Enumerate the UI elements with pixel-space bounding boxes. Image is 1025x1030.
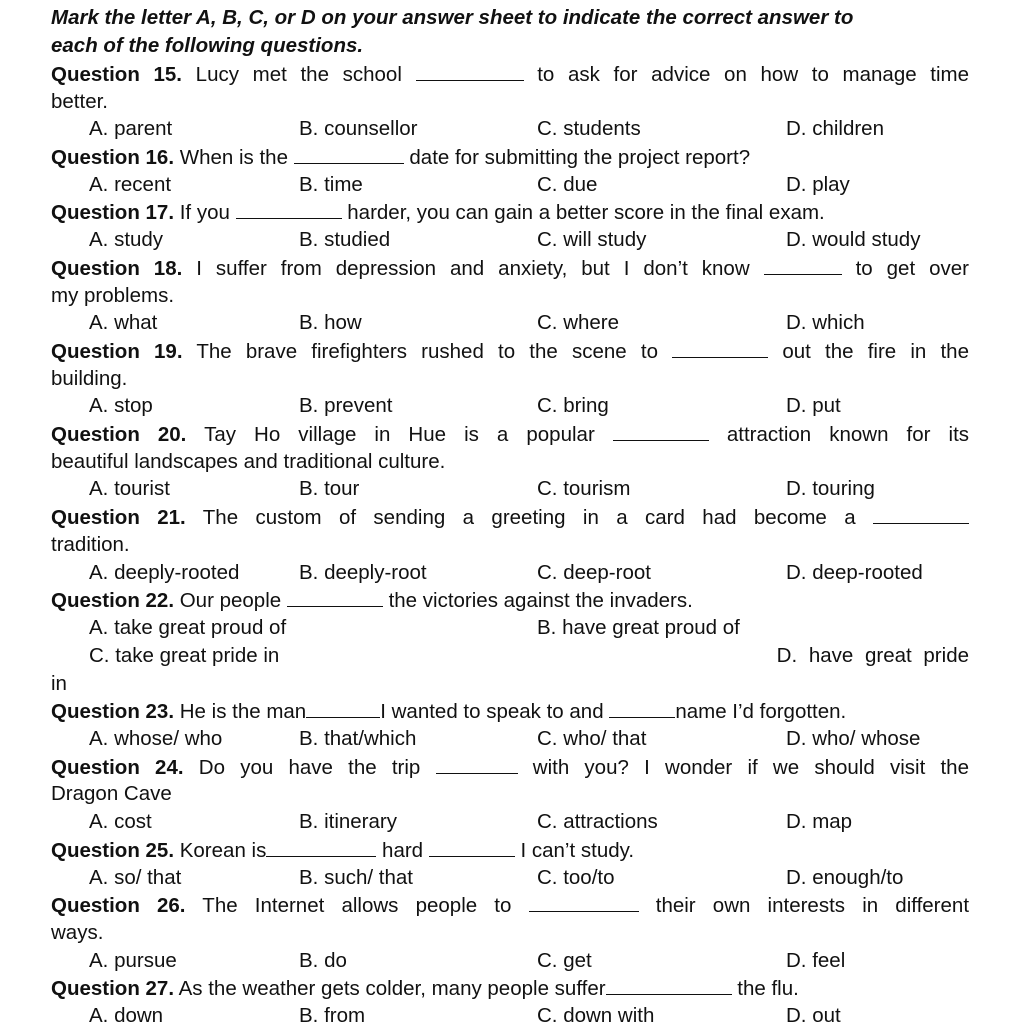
question-16-option-b: B. time: [299, 173, 363, 196]
question-26-option-c: C. get: [537, 949, 592, 972]
answer-blank: [294, 145, 404, 164]
question-19-option-a: A. stop: [89, 394, 153, 417]
question-17-stem: Question 17. If you harder, you can gain a better score in the final exam.: [51, 201, 825, 224]
question-25-option-c: C. too/to: [537, 866, 615, 889]
question-19-continuation: building.: [51, 367, 128, 390]
question-22-stem: Question 22. Our people the victories against the invaders.: [51, 589, 693, 612]
question-20-option-b: B. tour: [299, 477, 360, 500]
question-20-option-d: D. touring: [786, 477, 875, 500]
question-20-stem: Question 20. Tay Ho village in Hue is a popular attraction known for its: [51, 423, 970, 446]
question-17-option-c: C. will study: [537, 228, 647, 251]
question-26-option-d: D. feel: [786, 949, 846, 972]
question-16-option-c: C. due: [537, 173, 598, 196]
answer-blank: [672, 339, 768, 358]
question-16-option-d: D. play: [786, 173, 850, 196]
question-23-option-c: C. who/ that: [537, 727, 647, 750]
question-21-option-c: C. deep-root: [537, 561, 651, 584]
question-22-option-b: B. have great proud of: [537, 616, 740, 639]
question-22-continuation: in: [51, 672, 67, 695]
answer-blank: [306, 699, 380, 718]
question-15-option-c: C. students: [537, 117, 641, 140]
question-22-option-a: A. take great proud of: [89, 616, 287, 639]
question-27-option-d: D. out: [786, 1004, 841, 1027]
question-24-option-b: B. itinerary: [299, 810, 397, 833]
question-18-continuation: my problems.: [51, 284, 175, 307]
question-21-stem: Question 21. The custom of sending a greeting in a card had become a: [51, 505, 969, 530]
question-15-option-a: A. parent: [89, 117, 173, 140]
question-18-option-c: C. where: [537, 311, 620, 334]
answer-blank: [266, 838, 376, 857]
question-27-stem: Question 27. As the weather gets colder, many people suffer the flu.: [51, 977, 799, 1000]
question-24-continuation: Dragon Cave: [51, 782, 172, 805]
answer-blank: [764, 256, 842, 275]
instructions-line-2: each of the following questions.: [51, 34, 364, 57]
question-24-stem: Question 24. Do you have the trip with you? I wonder if we should visit the: [51, 756, 969, 779]
question-18-option-a: A. what: [89, 311, 158, 334]
question-27-option-c: C. down with: [537, 1004, 655, 1027]
question-26-continuation: ways.: [51, 921, 104, 944]
question-19-option-d: D. put: [786, 394, 841, 417]
question-21-option-a: A. deeply-rooted: [89, 561, 240, 584]
question-25-stem: Question 25. Korean is hard I can’t study.: [51, 839, 635, 862]
question-26-option-b: B. do: [299, 949, 347, 972]
question-18-stem: Question 18. I suffer from depression and anxiety, but I don’t know to get over: [51, 257, 969, 280]
question-15-option-d: D. children: [786, 117, 884, 140]
question-20-option-a: A. tourist: [89, 477, 170, 500]
question-15-option-b: B. counsellor: [299, 117, 418, 140]
question-16-option-a: A. recent: [89, 173, 172, 196]
question-25-option-b: B. such/ that: [299, 866, 413, 889]
answer-blank: [287, 588, 383, 607]
question-23-option-d: D. who/ whose: [786, 727, 921, 750]
question-17-option-d: D. would study: [786, 228, 921, 251]
answer-blank: [606, 976, 732, 995]
question-23-option-b: B. that/which: [299, 727, 417, 750]
question-23-option-a: A. whose/ who: [89, 727, 223, 750]
question-21-option-b: B. deeply-root: [299, 561, 427, 584]
question-27-option-b: B. from: [299, 1004, 366, 1027]
question-23-stem: Question 23. He is the man I wanted to speak to and name I’d forgotten.: [51, 700, 847, 723]
question-18-option-b: B. how: [299, 311, 362, 334]
answer-blank: [529, 893, 639, 912]
answer-blank: [236, 200, 342, 219]
question-22-option-d: D. have great pride: [776, 644, 969, 667]
question-16-stem: Question 16. When is the date for submitting the project report?: [51, 146, 751, 169]
answer-blank: [416, 62, 524, 81]
question-21-continuation: tradition.: [51, 533, 130, 556]
question-17-option-b: B. studied: [299, 228, 391, 251]
question-15-stem: Question 15. Lucy met the school to ask for advice on how to manage time: [51, 63, 970, 86]
question-24-option-d: D. map: [786, 810, 853, 833]
question-26-stem: Question 26. The Internet allows people to their own interests in different: [51, 894, 970, 917]
answer-blank: [429, 838, 515, 857]
question-20-option-c: C. tourism: [537, 477, 631, 500]
question-21-option-d: D. deep-rooted: [786, 561, 923, 584]
instructions-line-1: Mark the letter A, B, C, or D on your answer sheet to indicate the correct answer to: [51, 6, 854, 29]
question-19-option-b: B. prevent: [299, 394, 393, 417]
question-15-continuation: better.: [51, 90, 108, 113]
question-26-option-a: A. pursue: [89, 949, 177, 972]
question-24-option-a: A. cost: [89, 810, 152, 833]
question-27-option-a: A. down: [89, 1004, 164, 1027]
question-24-option-c: C. attractions: [537, 810, 658, 833]
question-20-continuation: beautiful landscapes and traditional culture.: [51, 450, 446, 473]
question-22-option-c: C. take great pride in: [89, 644, 280, 667]
question-19-stem: Question 19. The brave firefighters rushed to the scene to out the fire in the: [51, 340, 969, 363]
question-19-option-c: C. bring: [537, 394, 609, 417]
answer-blank: [609, 699, 675, 718]
answer-blank: [436, 755, 518, 774]
question-25-option-d: D. enough/to: [786, 866, 904, 889]
answer-blank: [613, 422, 709, 441]
question-17-option-a: A. study: [89, 228, 164, 251]
answer-blank: [873, 505, 969, 524]
question-25-option-a: A. so/ that: [89, 866, 182, 889]
question-18-option-d: D. which: [786, 311, 865, 334]
